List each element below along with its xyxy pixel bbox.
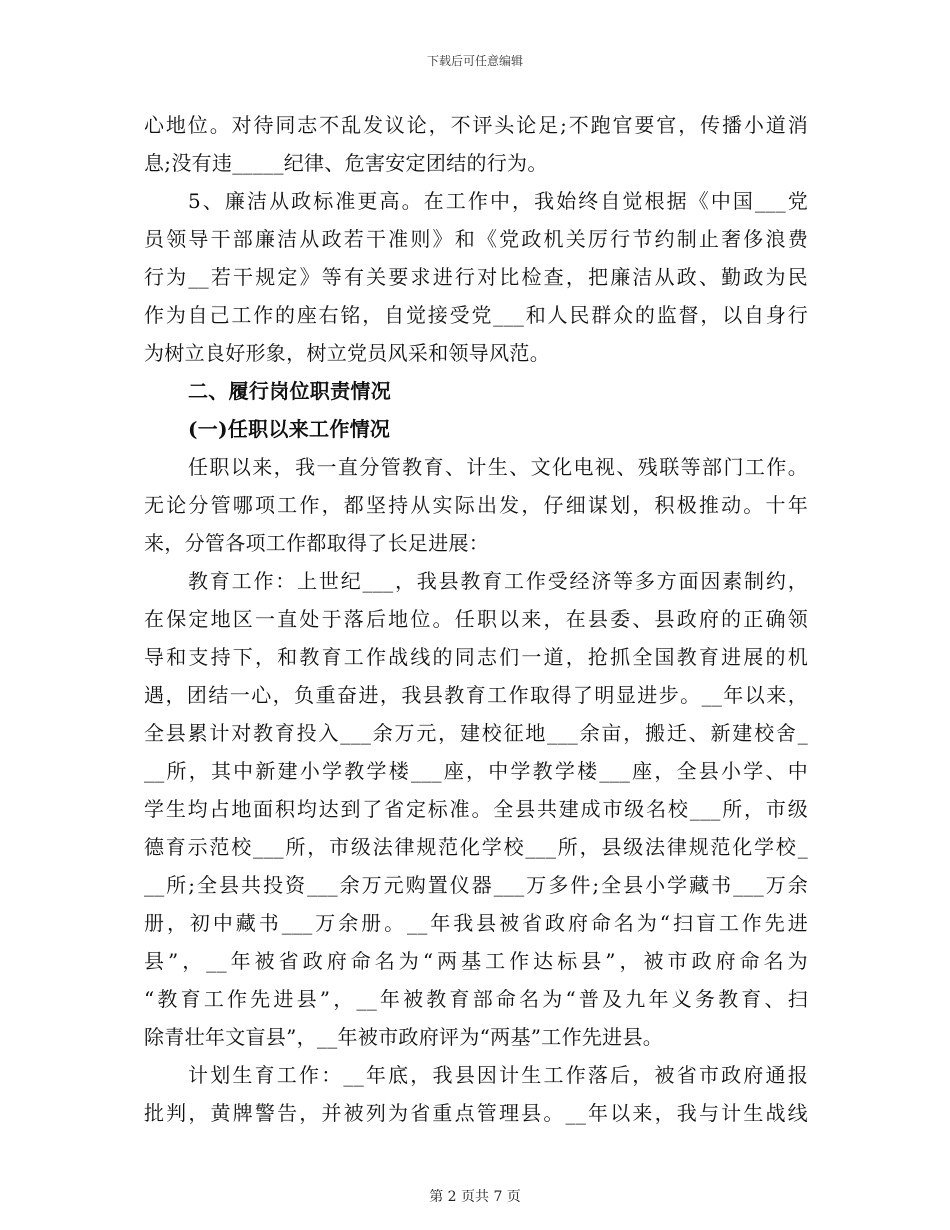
- text-line: 行为__若干规定》等有关要求进行对比检查，把廉洁从政、勤政为民: [144, 265, 808, 289]
- text-line: 批判，黄牌警告，并被列为省重点管理县。__年以来，我与计生战线: [144, 1101, 808, 1125]
- text-line: 全县累计对教育投入___余万元，建校征地___余亩，搬迁、新建校舍_: [144, 721, 808, 745]
- text-line: 县”，__年被省政府命名为“两基工作达标县”，被市政府命名为: [144, 949, 808, 973]
- section-heading: 二、履行岗位职责情况: [188, 379, 391, 403]
- text-line: 来，分管各项工作都取得了长足进展：: [144, 531, 490, 555]
- text-line: __所;全县共投资___余万元购置仪器___万多件;全县小学藏书___万余: [144, 873, 808, 897]
- text-line: 任职以来，我一直分管教育、计生、文化电视、残联等部门工作。: [188, 455, 808, 479]
- text-line: 学生均占地面积均达到了省定标准。全县共建成市级名校___所，市级: [144, 797, 808, 821]
- text-line: 息;没有违_____纪律、危害安定团结的行为。: [144, 151, 548, 175]
- text-line: 计划生育工作：__年底，我县因计生工作落后，被省市政府通报: [188, 1063, 808, 1087]
- text-line: 遇，团结一心，负重奋进，我县教育工作取得了明显进步。__年以来，: [144, 683, 808, 707]
- text-line: 导和支持下，和教育工作战线的同志们一道，抢抓全国教育进展的机: [144, 645, 808, 669]
- text-line: 除青壮年文盲县”，__年被市政府评为“两基”工作先进县。: [144, 1025, 664, 1049]
- text-line: 为树立良好形象，树立党员风采和领导风范。: [144, 341, 550, 365]
- text-line: 德育示范校___所，市级法律规范化学校___所，县级法律规范化学校_: [144, 835, 808, 859]
- text-line: 教育工作：上世纪___，我县教育工作受经济等多方面因素制约，: [188, 569, 808, 593]
- text-line: “教育工作先进县”，__年被教育部命名为“普及九年义务教育、扫: [144, 987, 808, 1011]
- text-line: 员领导干部廉洁从政若干准则》和《党政机关厉行节约制止奢侈浪费: [144, 227, 808, 251]
- text-line: __所，其中新建小学教学楼___座，中学教学楼___座，全县小学、中: [144, 759, 808, 783]
- page-header: 下载后可任意编辑: [426, 54, 523, 68]
- text-line: 无论分管哪项工作，都坚持从实际出发，仔细谋划，积极推动。十年: [144, 493, 808, 517]
- section-heading: (一)任职以来工作情况: [188, 417, 391, 441]
- text-line: 册，初中藏书___万余册。__年我县被省政府命名为“扫盲工作先进: [144, 911, 808, 935]
- page-footer: 第 2 页共 7 页: [429, 1189, 521, 1205]
- text-line: 在保定地区一直处于落后地位。任职以来，在县委、县政府的正确领: [144, 607, 808, 631]
- text-line: 作为自己工作的座右铭，自觉接受党___和人民群众的监督，以自身行: [144, 303, 808, 327]
- text-line: 5、廉洁从政标准更高。在工作中，我始终自觉根据《中国___党: [188, 189, 808, 213]
- document-body: [144, 106, 808, 1132]
- text-line: 心地位。对待同志不乱发议论，不评头论足;不跑官要官，传播小道消: [144, 113, 808, 137]
